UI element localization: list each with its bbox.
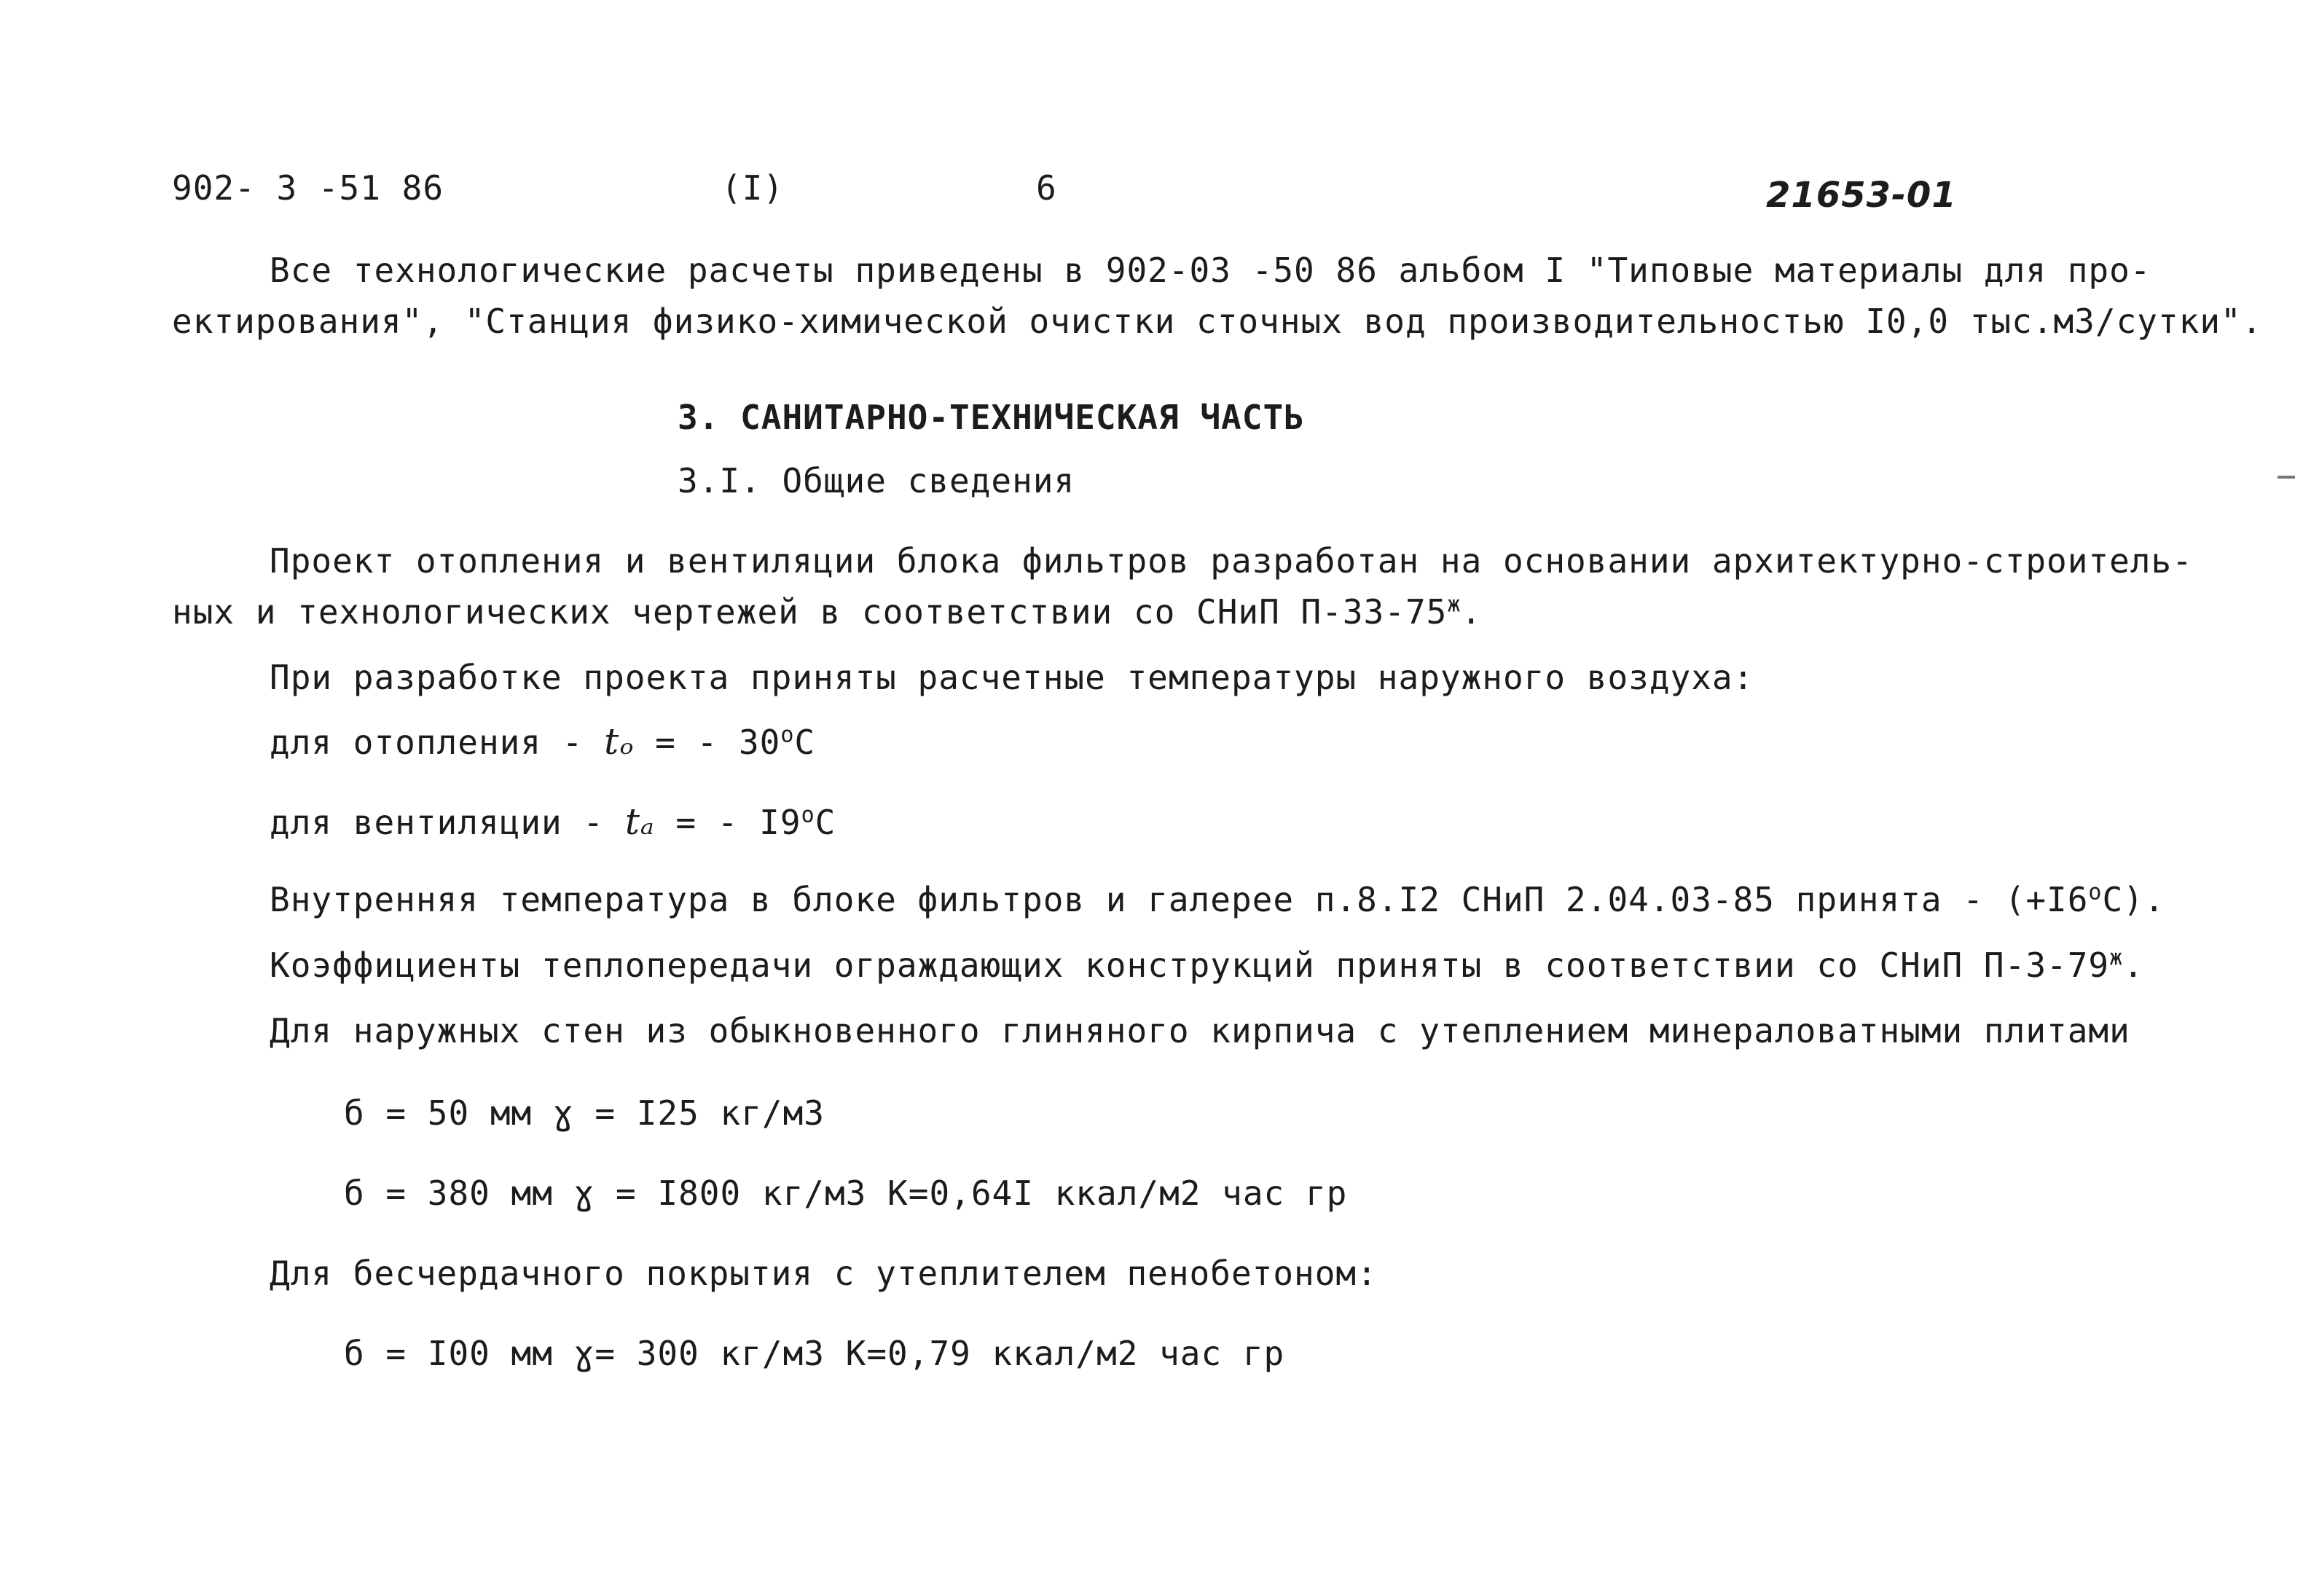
- wall-brick-layer: б = 380 мм ɣ = I800 кг/м3 К=0,64I ккал/м2 час гр: [344, 1174, 1348, 1213]
- amendment-mark: ж: [2109, 945, 2124, 971]
- internal-temperature-end: C).: [2102, 880, 2165, 919]
- internal-temperature-text: Внутренняя температура в блоке фильтров и галерее п.8.I2 СНиП 2.04.03-85 принята - (+I6: [270, 880, 2089, 919]
- heat-transfer-text: Коэффициенты теплопередачи ограждающих конструкций приняты в соответствии со СНиП П-3-79: [270, 946, 2110, 985]
- ventilation-label: для вентиляции -: [270, 803, 605, 842]
- intro-paragraph-line-2: ектирования", "Станция физико-химической очистки сточных вод производительностью I0,0 тыс.м3/сутки".: [172, 302, 2263, 341]
- sentence-end: .: [1461, 592, 1483, 632]
- design-temperatures-intro: При разработке проекта приняты расчетные температуры наружного воздуха:: [270, 658, 1754, 697]
- amendment-mark: ж: [1447, 591, 1462, 618]
- heating-label: для отопления -: [270, 723, 584, 762]
- degree-mark: o: [2088, 879, 2103, 905]
- roof-insulation-layer: б = I00 мм ɣ= 300 кг/м3 К=0,79 ккал/м2 час гр: [344, 1334, 1285, 1373]
- intro-paragraph-line-1: Все технологические расчеты приведены в 902-03 -50 86 альбом I "Типовые материалы для про-: [270, 251, 2151, 290]
- heating-unit: C: [794, 723, 816, 762]
- inventory-number: 21653-01: [1766, 175, 1957, 216]
- wall-insulation-layer: б = 50 мм ɣ = I25 кг/м3: [344, 1093, 825, 1133]
- heating-temperature: [270, 721, 815, 763]
- degree-mark: o: [780, 722, 795, 748]
- heating-project-line-2: [172, 591, 1482, 632]
- ventilation-value: = - I9: [654, 803, 801, 842]
- section-subtitle: 3.I. Общие сведения: [678, 461, 1075, 500]
- degree-mark: o: [801, 802, 815, 828]
- heating-project-text: ных и технологических чертежей в соответствии со СНиП П-33-75: [172, 592, 1448, 632]
- heating-symbol: tₒ: [604, 720, 635, 763]
- part-number: (I): [721, 168, 785, 208]
- ventilation-symbol: tₐ: [624, 801, 655, 843]
- document-code: 902- 3 -51 86: [172, 168, 444, 208]
- external-walls-intro: Для наружных стен из обыкновенного глиняного кирпича с утеплением минераловатными плитами: [270, 1011, 2130, 1050]
- roof-intro: Для бесчердачного покрытия с утеплителем пенобетоном:: [270, 1254, 1378, 1293]
- sentence-end: .: [2123, 946, 2144, 985]
- internal-temperature: [270, 879, 2165, 920]
- heating-project-line-1: Проект отопления и вентиляции блока фильтров разработан на основании архитектурно-строитель-: [270, 541, 2193, 581]
- ventilation-temperature: [270, 801, 836, 843]
- page-number: 6: [1036, 168, 1057, 208]
- section-title: 3. САНИТАРНО-ТЕХНИЧЕСКАЯ ЧАСТЬ: [678, 398, 1305, 437]
- heating-value: = - 30: [634, 723, 781, 762]
- ventilation-unit: C: [815, 803, 836, 842]
- scan-edge-mark: [2278, 476, 2295, 479]
- heat-transfer-coefficients: [270, 945, 2144, 986]
